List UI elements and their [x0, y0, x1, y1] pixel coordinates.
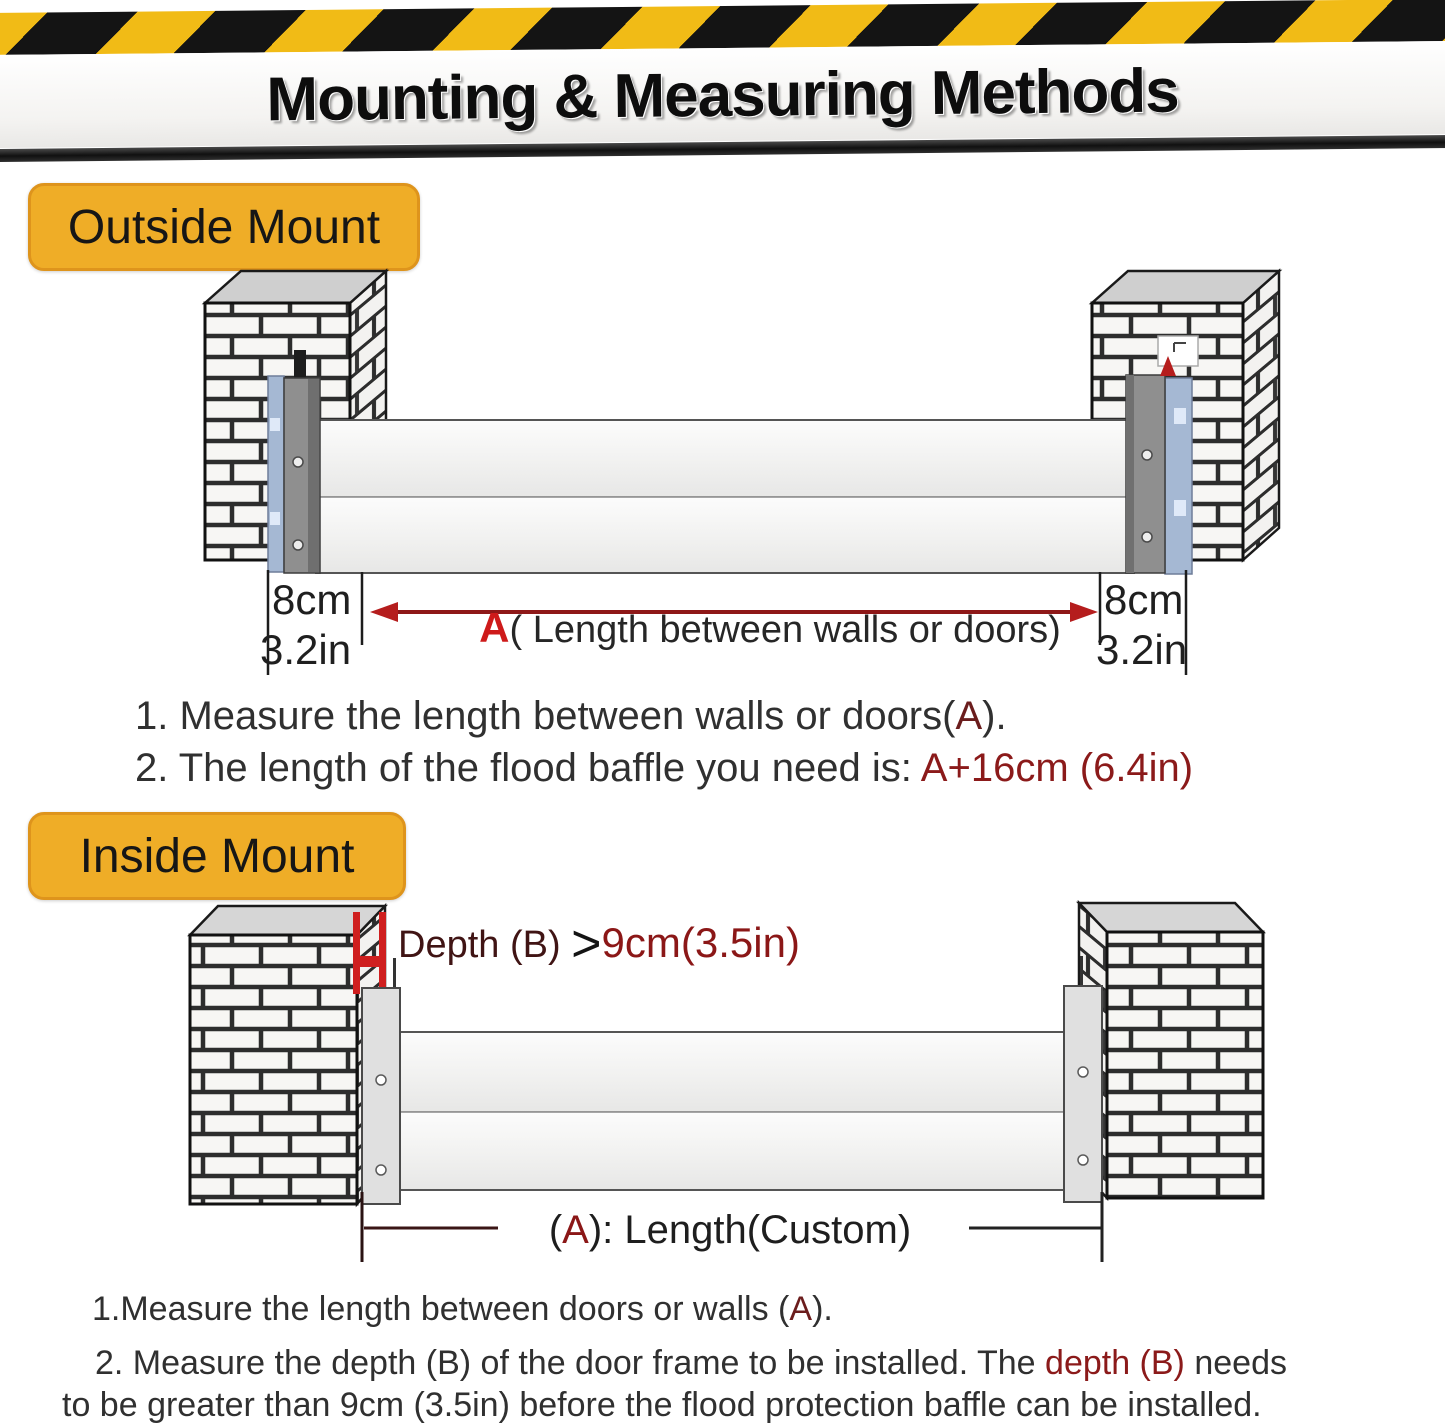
step-text: to be greater than 9cm (3.5in) before the flood protection baffle can be installed.	[62, 1386, 1262, 1424]
inside-mount-label-text: Inside Mount	[79, 829, 355, 883]
right-mounting-channel	[1064, 956, 1102, 1202]
left-offset-cm-label: 8cm	[272, 576, 352, 623]
inside-step-2-line-2	[62, 1386, 1262, 1425]
paren: (	[548, 1208, 563, 1252]
step-text: needs	[1184, 1344, 1287, 1382]
right-offset-cm-label: 8cm	[1104, 576, 1184, 623]
right-brick-pillar	[1079, 903, 1263, 1198]
step-highlight: A	[955, 694, 983, 738]
flood-barrier	[395, 1032, 1070, 1190]
inside-step-1	[92, 1290, 833, 1329]
length-a-letter: A	[562, 1208, 589, 1252]
depth-annotation	[398, 914, 800, 974]
length-between-walls-label	[430, 604, 1110, 652]
inside-step-2-line-1	[95, 1344, 1287, 1383]
step-highlight: A+16cm (6.4in)	[920, 746, 1194, 790]
step-highlight: A	[789, 1290, 813, 1328]
length-a-letter: A	[479, 604, 510, 651]
greater-than-sign: >	[571, 915, 602, 973]
outside-step-1	[135, 694, 1007, 739]
page-title: Mounting & Measuring Methods	[266, 56, 1180, 135]
flood-barrier	[316, 420, 1134, 573]
right-mounting-channel	[1126, 356, 1192, 574]
title-band	[0, 41, 1445, 148]
step-text: 1.Measure the length between doors or walls (	[92, 1290, 790, 1328]
step-text: ).	[982, 694, 1007, 738]
length-label-text: ( Length between walls or doors)	[509, 609, 1061, 651]
right-offset-in-label: 3.2in	[1096, 626, 1188, 673]
left-mounting-channel	[362, 958, 400, 1204]
outside-step-2	[135, 746, 1193, 791]
step-text: ).	[812, 1290, 833, 1328]
step-text: 1. Measure the length between walls or doors(	[135, 694, 956, 738]
anchor-slot	[294, 350, 306, 378]
anchor-notch	[1158, 336, 1198, 366]
header-tilt-wrap	[0, 0, 1445, 177]
outside-mount-label	[28, 183, 420, 271]
depth-label-text: Depth (B)	[398, 924, 572, 966]
step-highlight: depth (B)	[1045, 1344, 1185, 1382]
outside-mount-label-text: Outside Mount	[67, 200, 381, 254]
step-text: 2. The length of the flood baffle you need is:	[135, 746, 921, 790]
custom-length-label	[420, 1208, 1040, 1253]
inside-mount-label	[28, 812, 406, 900]
depth-value: 9cm(3.5in)	[601, 919, 800, 966]
step-text: 2. Measure the depth (B) of the door frame to be installed. The	[95, 1344, 1046, 1382]
left-mounting-channel	[268, 350, 320, 573]
left-offset-in-label: 3.2in	[260, 626, 352, 673]
length-label-text: ): Length(Custom)	[588, 1208, 912, 1252]
